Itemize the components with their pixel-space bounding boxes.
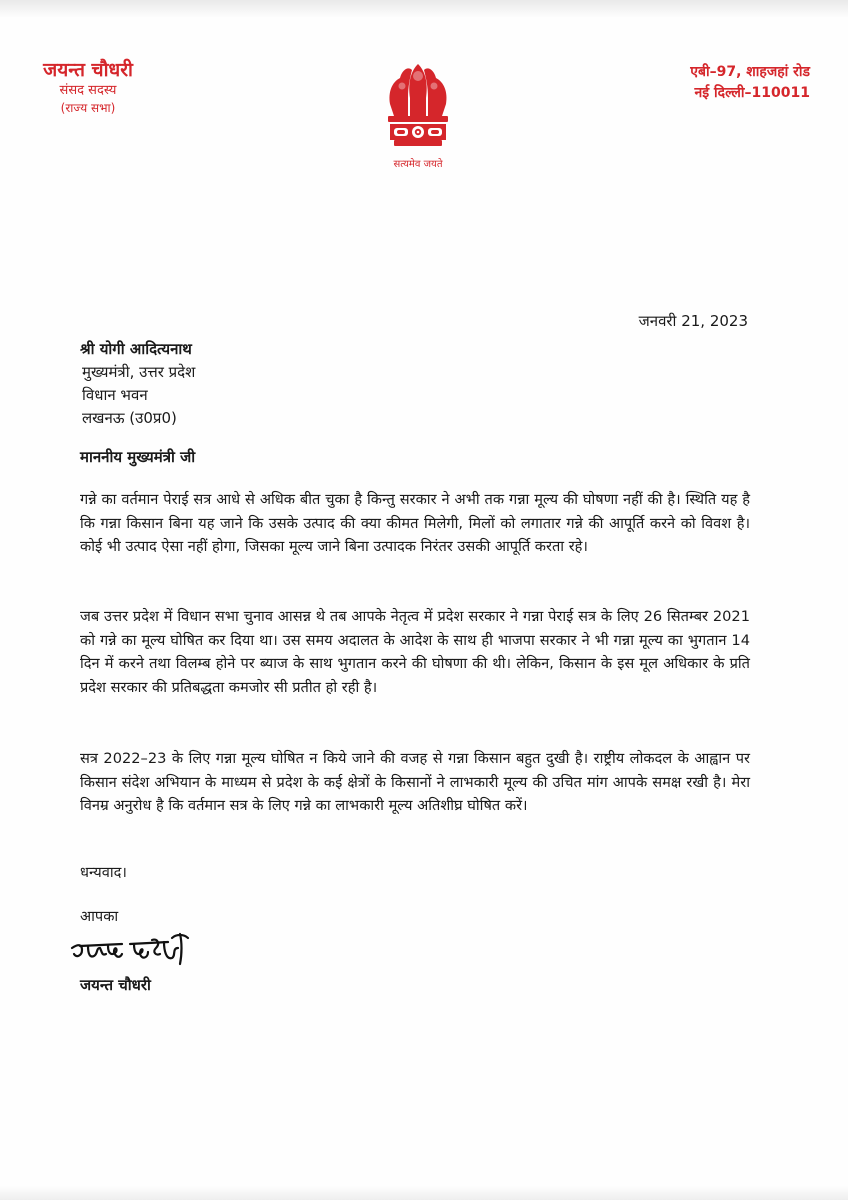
body-paragraph-1: गन्ने का वर्तमान पेराई सत्र आधे से अधिक बीत चुका है किन्तु सरकार ने अभी तक गन्ना मूल्य की घोषणा नहीं की है। स्थिति यह है कि गन्ना किसान बिना यह जाने कि उसके उत्पाद की क्या कीमत मिलेगी, मिलों को लगातार गन्ने की आपूर्ति करने को विवश है। कोई भी उत्पाद ऐसा नहीं होगा, जिसका मूल्य जाने बिना उत्पादक निरंतर उसकी आपूर्ति करता रहे। [80,491,750,555]
paper-fold-bottom [0,1186,848,1200]
paper-fold-top [0,0,848,18]
sender-name: जयन्त चौधरी [43,59,133,81]
address-line-2: नई दिल्ली–110011 [694,85,810,101]
recipient-block [80,338,195,430]
recipient-designation: मुख्यमंत्री, उत्तर प्रदेश [82,363,196,381]
letterhead-address [690,62,810,104]
national-emblem [372,54,464,178]
sender-role: संसद सदस्य [59,83,117,98]
sender-house: (राज्य सभा) [60,101,116,115]
signatory-name: जयन्त चौधरी [80,976,151,994]
address-line-1: एबी–97, शाहजहां रोड [690,64,810,80]
letterhead-sender [28,58,148,117]
closing-thanks: धन्यवाद। [80,864,127,881]
recipient-office: विधान भवन [82,386,148,404]
body-paragraph-2: जब उत्तर प्रदेश में विधान सभा चुनाव आसन्न थे तब आपके नेतृत्व में प्रदेश सरकार ने गन्ना पेराई सत्र के लिए 26 सितम्बर 2021 को गन्ने का मूल्य घोषित कर दिया था। उस समय अदालत के आदेश के साथ ही भाजपा सरकार ने भी गन्ना मूल्य का भुगतान 14 दिन में करने तथा विलम्ब होने पर ब्याज के साथ भुगतान करने की घोषणा की थी। लेकिन, किसान के इस मूल अधिकार के प्रति प्रदेश सरकार की प्रतिबद्धता कमजोर सी प्रतीत हो रही है। [80,608,751,696]
recipient-name: श्री योगी आदित्यनाथ [80,340,192,358]
closing-yours: आपका [80,908,119,925]
salutation: माननीय मुख्यमंत्री जी [80,448,196,466]
letter-date: जनवरी 21, 2023 [638,312,748,330]
lion-capital-icon [372,54,464,154]
handwritten-signature [68,932,198,972]
body-paragraph-3: सत्र 2022–23 के लिए गन्ना मूल्य घोषित न किये जाने की वजह से गन्ना किसान बहुत दुखी है। राष्ट्रीय लोकदल के आह्वान पर किसान संदेश अभियान के माध्यम से प्रदेश के कई क्षेत्रों के किसानों ने लाभकारी मूल्य की उचित मांग आपके समक्ष रखी है। मेरा विनम्र अनुरोध है कि वर्तमान सत्र के लिए गन्ने का लाभकारी मूल्य अतिशीघ्र घोषित करें। [80,750,750,814]
emblem-motto: सत्यमेव जयते [393,159,443,170]
recipient-city: लखनऊ (उ0प्र0) [82,409,177,427]
